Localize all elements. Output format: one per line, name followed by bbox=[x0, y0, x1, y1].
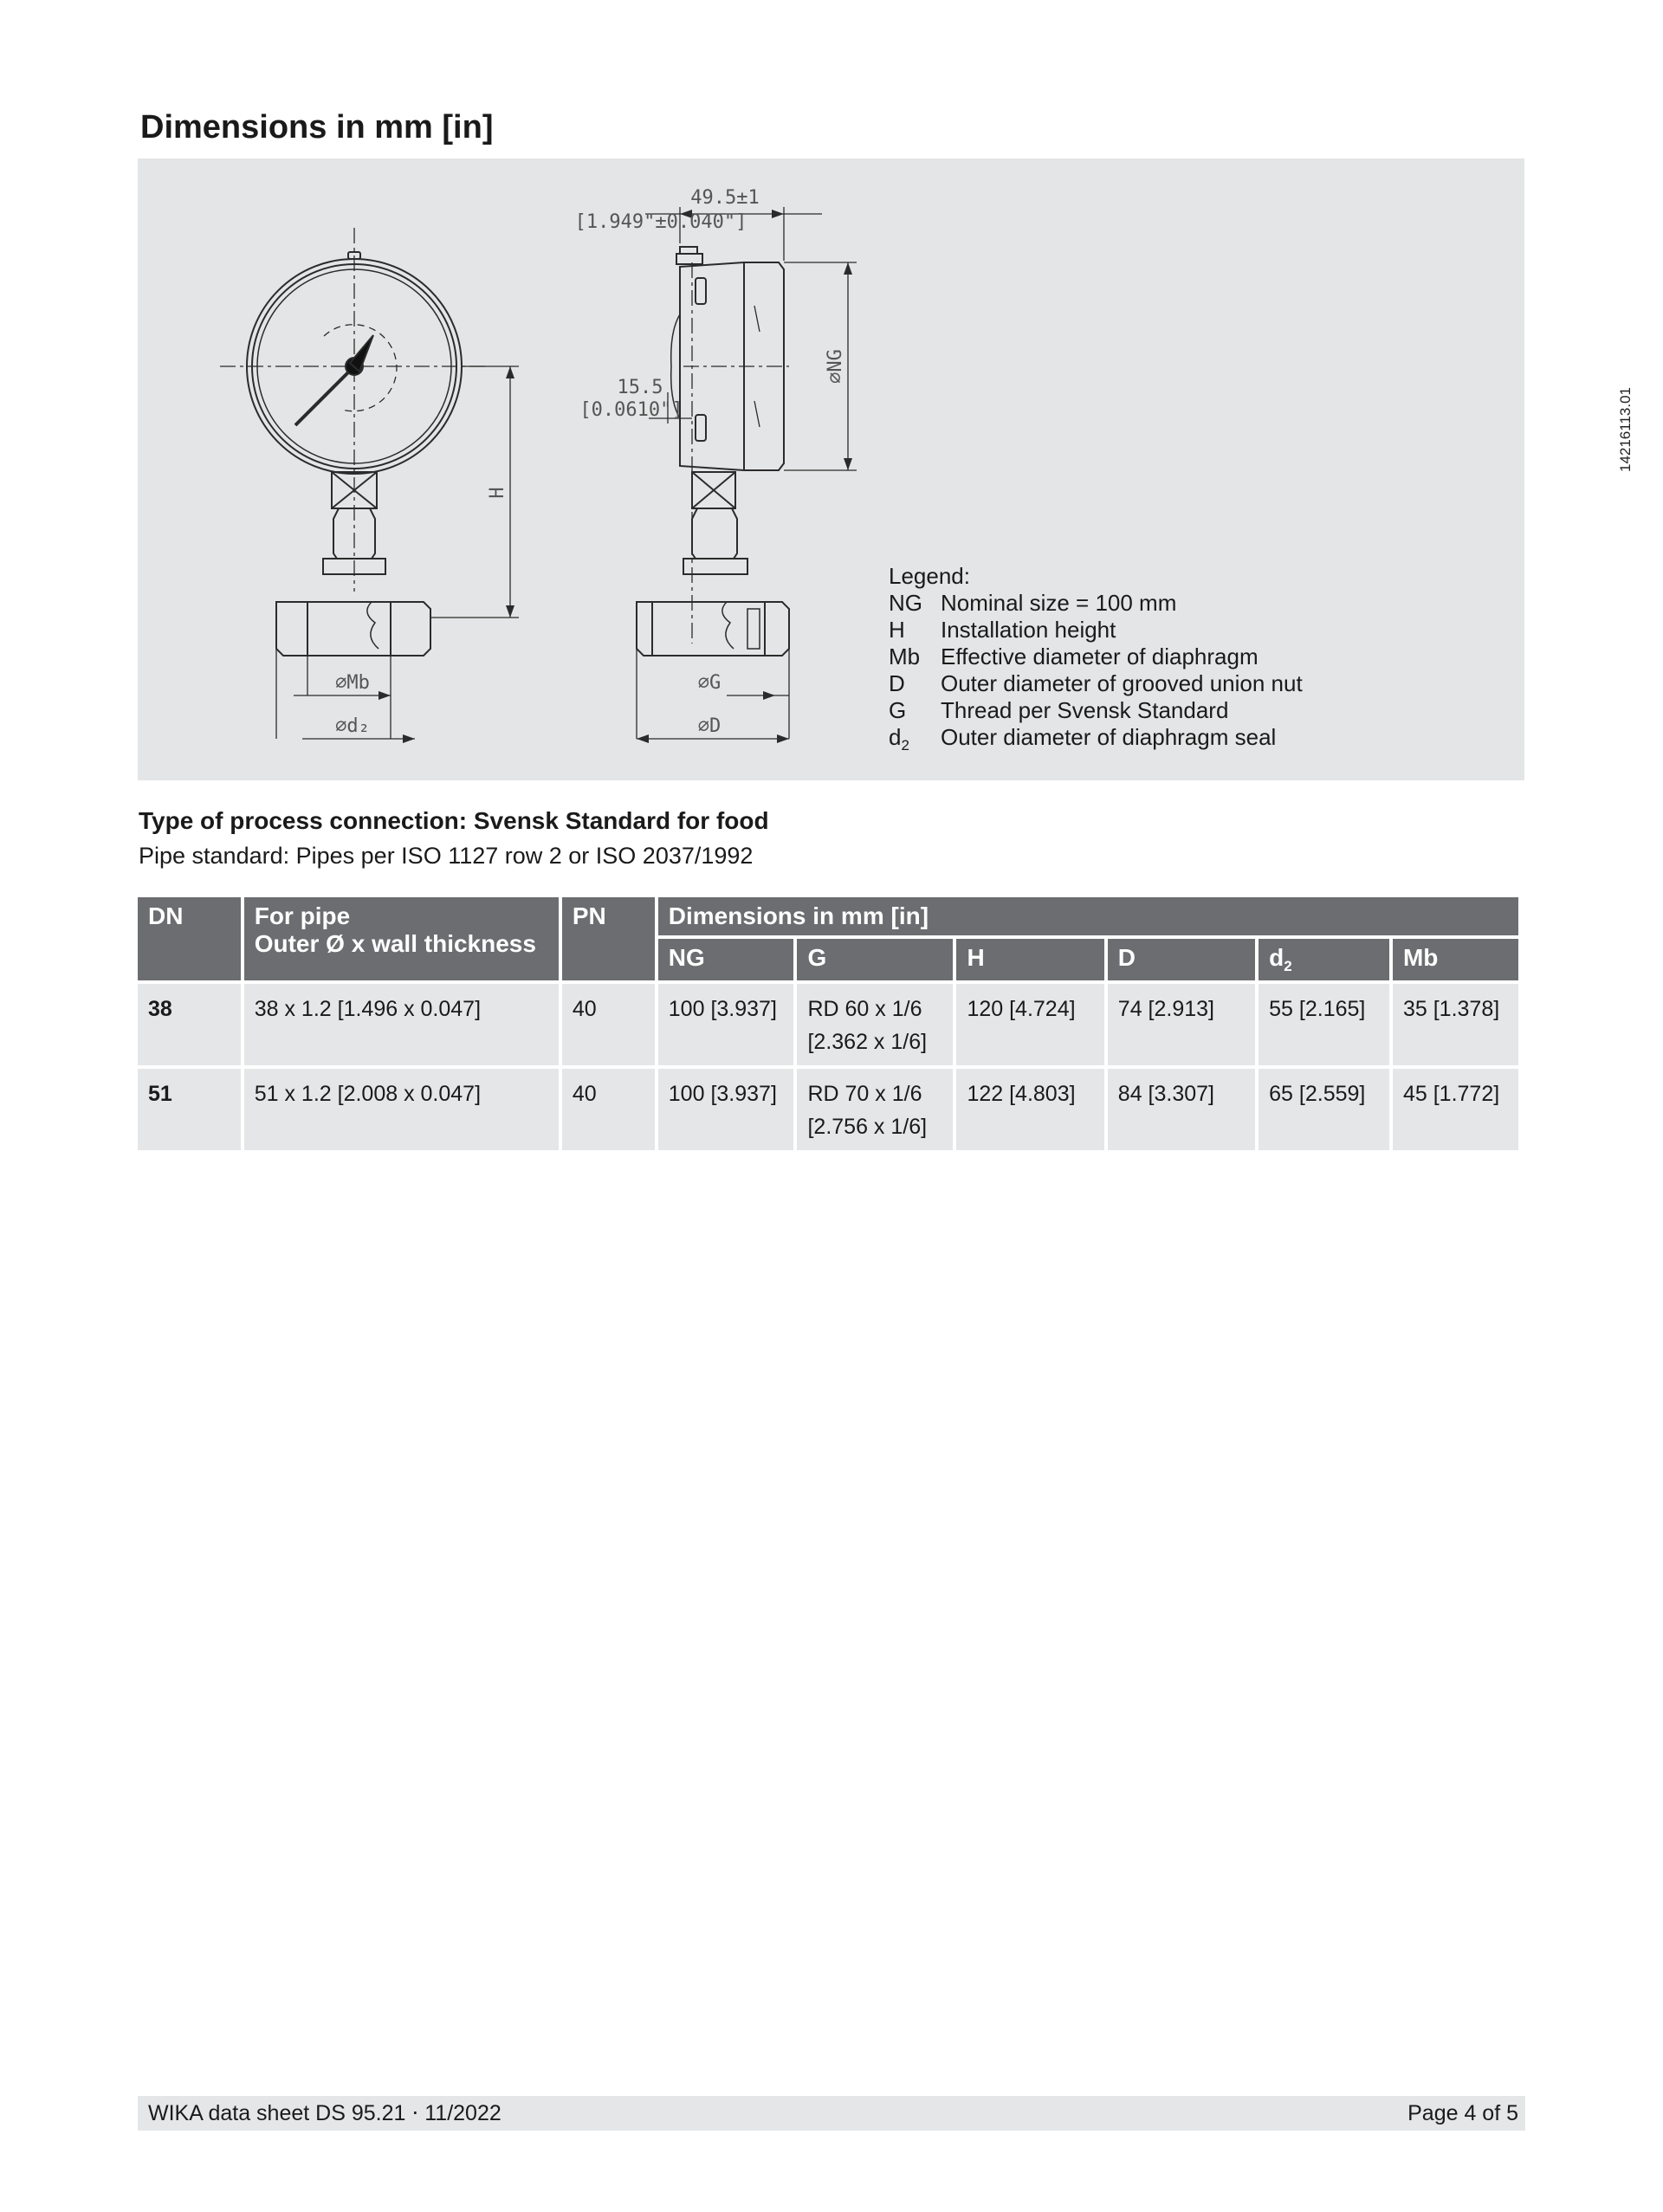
legend-text: Outer diameter of diaphragm seal bbox=[941, 724, 1277, 750]
d-dimension-text: ⌀D bbox=[697, 715, 721, 737]
cell-mb: 45 [1.772] bbox=[1393, 1065, 1518, 1150]
cell-g: RD 70 x 1/6 [2.756 x 1/6] bbox=[797, 1065, 953, 1150]
header-pn: PN bbox=[562, 897, 655, 980]
table-row bbox=[138, 1065, 1518, 1150]
header-mb: Mb bbox=[1393, 939, 1518, 980]
legend-key: D bbox=[889, 670, 905, 696]
legend-item bbox=[889, 644, 1303, 670]
cell-pn: 40 bbox=[562, 980, 655, 1065]
legend-item bbox=[889, 697, 1303, 724]
cell-d2: 65 [2.559] bbox=[1259, 1065, 1389, 1150]
legend-key: H bbox=[889, 617, 905, 643]
dimensions-table bbox=[134, 897, 1522, 1150]
legend-text: Thread per Svensk Standard bbox=[941, 697, 1229, 723]
header-g: G bbox=[797, 939, 953, 980]
cell-dn: 51 bbox=[138, 1065, 241, 1150]
legend-key: G bbox=[889, 697, 907, 723]
header-dn: DN bbox=[138, 897, 241, 980]
cell-pipe: 51 x 1.2 [2.008 x 0.047] bbox=[244, 1065, 559, 1150]
cell-g: RD 60 x 1/6 [2.362 x 1/6] bbox=[797, 980, 953, 1065]
header-pipe: For pipe Outer Ø x wall thickness bbox=[244, 897, 559, 980]
width-dimension-inch-text: [1.949"±0.040"] bbox=[574, 211, 747, 233]
gauge-technical-drawing bbox=[138, 158, 1524, 780]
header-d: D bbox=[1108, 939, 1255, 980]
gauge-side-view bbox=[637, 247, 789, 656]
d2-dimension-text: ⌀d₂ bbox=[335, 715, 370, 737]
cell-dn: 38 bbox=[138, 980, 241, 1065]
header-d2: $d_2$ bbox=[1259, 939, 1389, 980]
legend-text: Effective diameter of diaphragm bbox=[941, 644, 1259, 669]
drawing-legend bbox=[889, 563, 1303, 759]
cell-h: 120 [4.724] bbox=[956, 980, 1103, 1065]
header-dimensions-group: Dimensions in mm [in] bbox=[658, 897, 1518, 939]
table-row bbox=[138, 980, 1518, 1065]
h-dimension-text: H bbox=[487, 487, 508, 499]
legend-text: Nominal size = 100 mm bbox=[941, 590, 1177, 616]
offset-dimension-inch-text: [0.0610"] bbox=[579, 399, 683, 421]
page-footer bbox=[138, 2096, 1525, 2131]
cell-mb: 35 [1.378] bbox=[1393, 980, 1518, 1065]
cell-d2: 55 [2.165] bbox=[1259, 980, 1389, 1065]
g-dimension-text: ⌀G bbox=[697, 672, 721, 694]
legend-text: Installation height bbox=[941, 617, 1116, 643]
footer-page-number: Page 4 of 5 bbox=[1407, 2100, 1518, 2125]
drawing-id: 14216113.01 bbox=[1617, 386, 1634, 473]
legend-item bbox=[889, 617, 1303, 644]
cell-pipe: 38 x 1.2 [1.496 x 0.047] bbox=[244, 980, 559, 1065]
cell-ng: 100 [3.937] bbox=[658, 980, 794, 1065]
legend-key: NG bbox=[889, 590, 922, 616]
mb-dimension-text: ⌀Mb bbox=[335, 672, 370, 694]
page-title: Dimensions in mm [in] bbox=[140, 109, 494, 146]
dimension-drawing bbox=[138, 158, 1634, 780]
legend-key: Mb bbox=[889, 644, 921, 669]
section-subheading: Pipe standard: Pipes per ISO 1127 row 2 or ISO 2037/1992 bbox=[139, 843, 754, 869]
cell-pn: 40 bbox=[562, 1065, 655, 1150]
width-dimension-text: 49.5±1 bbox=[690, 187, 760, 209]
legend-text: Outer diameter of grooved union nut bbox=[941, 670, 1303, 696]
offset-dimension-text: 15.5 bbox=[617, 377, 663, 398]
footer-document-ref: WIKA data sheet DS 95.21 ⋅ 11/2022 bbox=[148, 2101, 501, 2125]
gauge-front-view bbox=[220, 228, 489, 656]
legend-item bbox=[889, 590, 1303, 617]
cell-d: 84 [3.307] bbox=[1108, 1065, 1255, 1150]
cell-ng: 100 [3.937] bbox=[658, 1065, 794, 1150]
header-ng: NG bbox=[658, 939, 794, 980]
ng-dimension-text: ⌀NG bbox=[825, 349, 846, 384]
legend-key: $d_2$ bbox=[889, 724, 909, 754]
cell-d: 74 [2.913] bbox=[1108, 980, 1255, 1065]
header-h: H bbox=[956, 939, 1103, 980]
legend-title: Legend: bbox=[889, 563, 970, 589]
section-heading: Type of process connection: Svensk Standard for food bbox=[139, 807, 769, 834]
legend-item bbox=[889, 724, 1303, 759]
legend-item bbox=[889, 670, 1303, 697]
cell-h: 122 [4.803] bbox=[956, 1065, 1103, 1150]
